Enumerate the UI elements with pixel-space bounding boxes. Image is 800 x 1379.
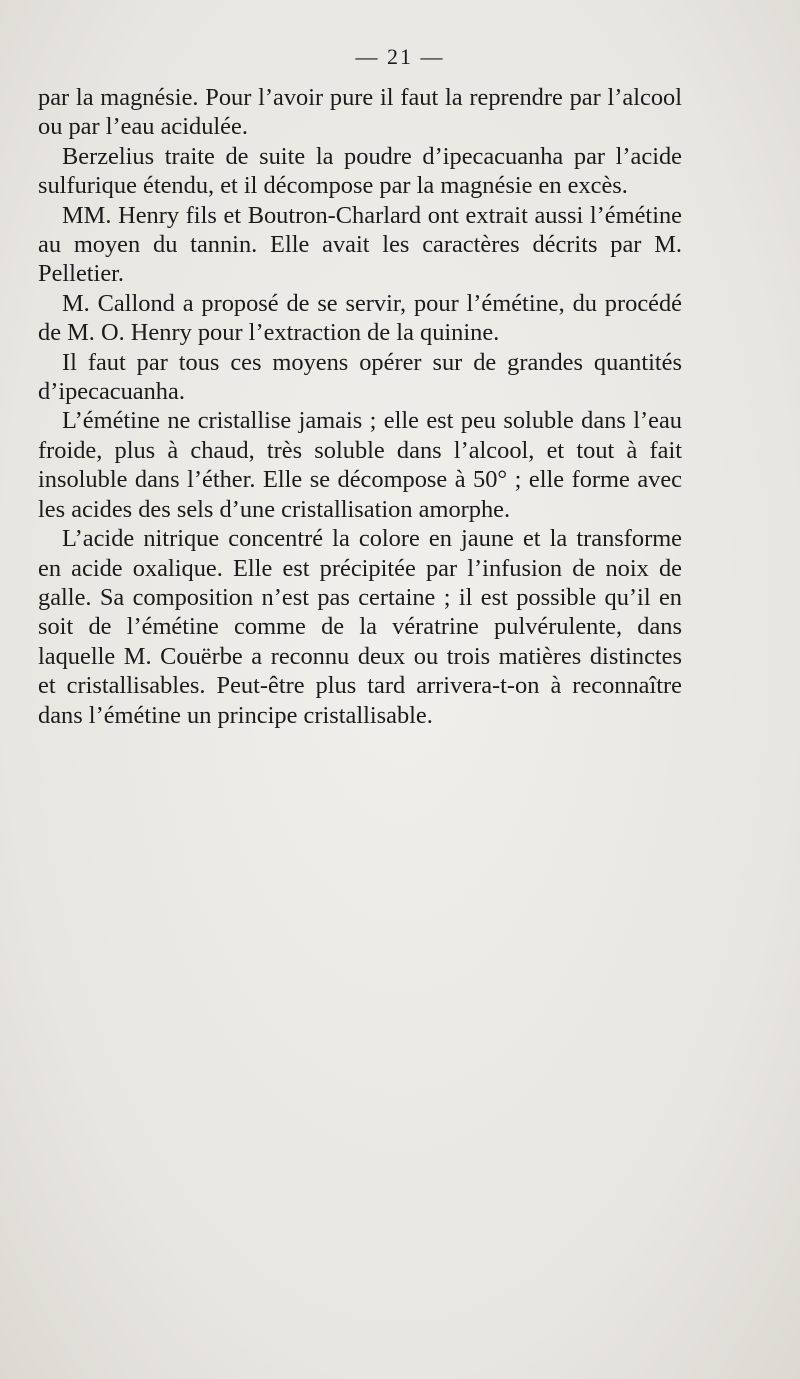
- paragraph: Il faut par tous ces moyens opérer sur de grandes quantités d’ipecacuanha.: [38, 348, 682, 406]
- paragraph: L’émétine ne cristallise jamais ; elle est peu soluble dans l’eau froide, plus à chaud, très soluble dans l’alcool, et tout à fait insoluble dans l’éther. Elle se décompose à 50° ; elle forme avec les acides des sels d’une cristallisation amorphe.: [38, 407, 682, 523]
- paragraph: MM. Henry fils et Boutron-Charlard ont extrait aussi l’émétine au moyen du tannin. Elle avait les caractères décrits par M. Pelletier.: [38, 201, 682, 288]
- paragraph: Berzelius traite de suite la poudre d’ipecacuanha par l’acide sulfurique étendu, et il décompose par la magnésie en excès.: [38, 142, 682, 200]
- page-number: — 21 —: [355, 44, 445, 69]
- paragraph: par la magnésie. Pour l’avoir pure il faut la reprendre par l’alcool ou par l’eau acidulée.: [38, 84, 682, 141]
- body-text: [38, 83, 682, 730]
- paragraph: L’acide nitrique concentré la colore en jaune et la transforme en acide oxalique. Elle est précipitée par l’infusion de noix de galle. Sa composition n’est pas certaine ; il est possible qu’il en soit de l’émétine comme de la vératrine pulvérulente, dans laquelle M. Couërbe a reconnu deux ou trois matières distinctes et cristallisables. Peut-être plus tard arrivera-t-on à reconnaître dans l’émétine un principe cristallisable.: [38, 525, 682, 729]
- paragraph: M. Callond a proposé de se servir, pour l’émétine, du procédé de M. O. Henry pour l’extraction de la quinine.: [38, 289, 682, 347]
